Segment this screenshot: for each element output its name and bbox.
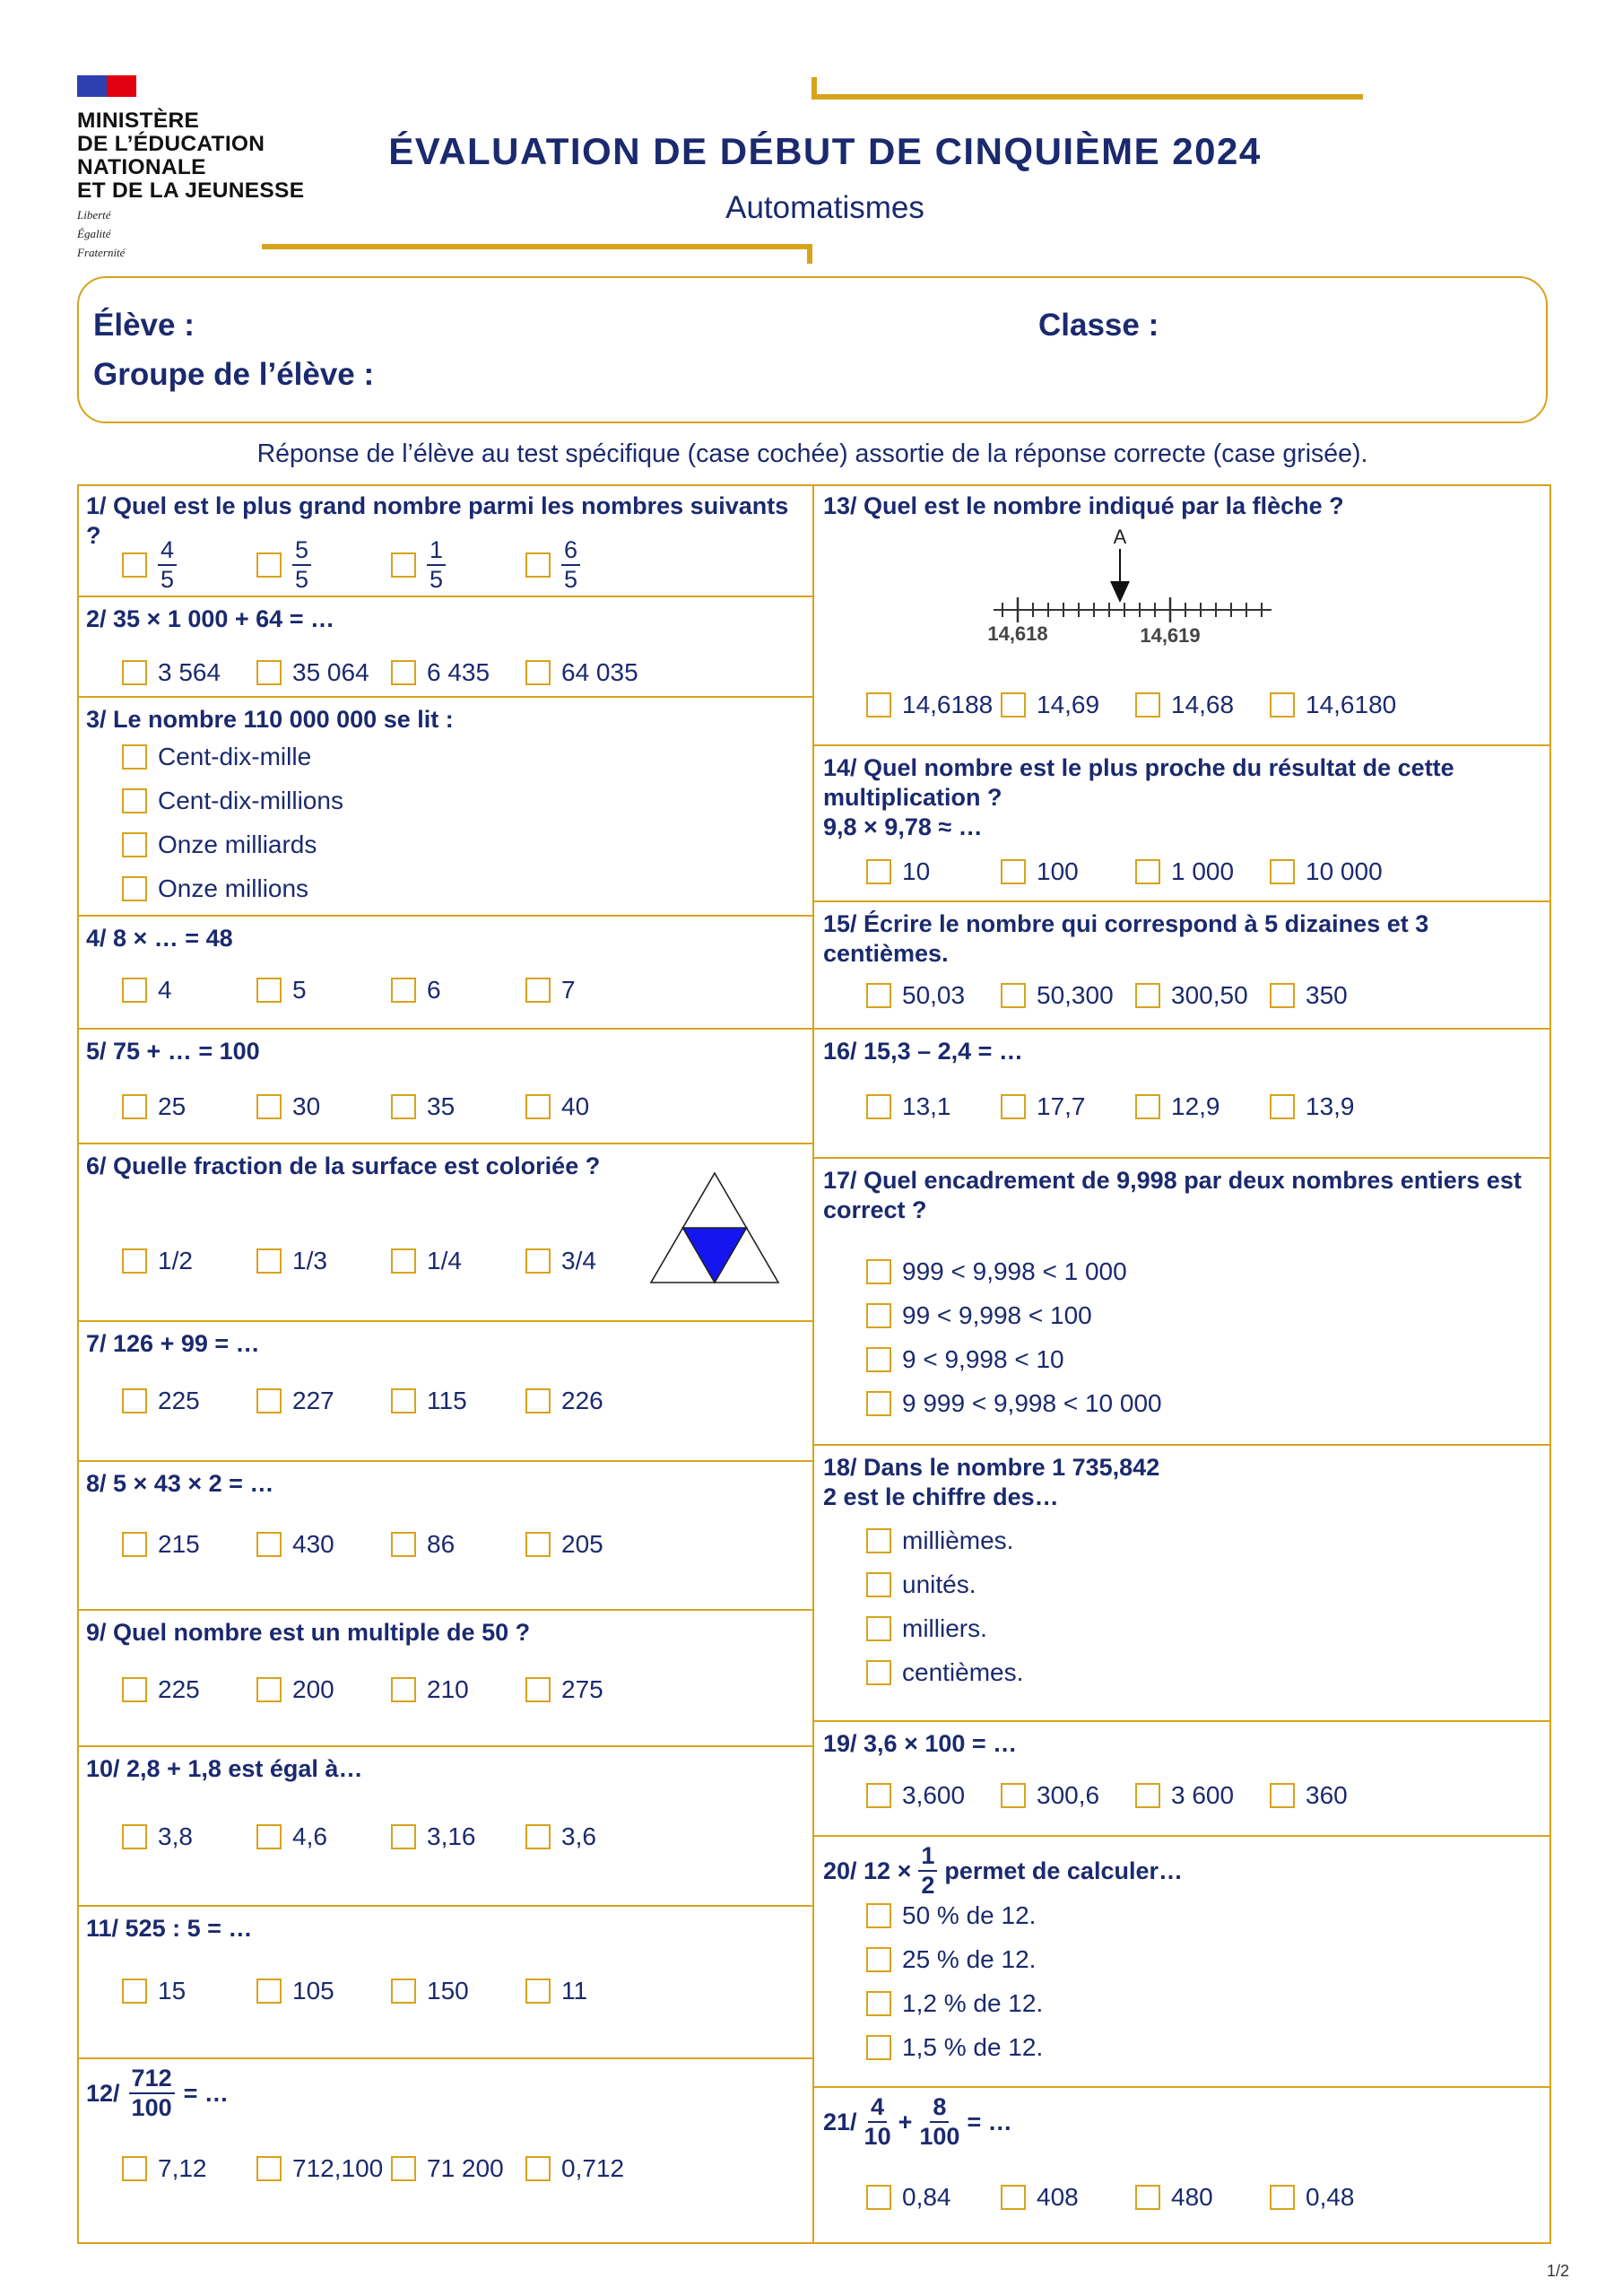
option[interactable]: 15: [122, 1977, 186, 2005]
option[interactable]: 3 564: [122, 658, 221, 687]
question-text: 8/ 5 × 43 × 2 = …: [86, 1470, 274, 1497]
answer-checkbox[interactable]: [122, 1248, 147, 1274]
question-21: [814, 2088, 1551, 2244]
answer-checkbox[interactable]: [866, 1991, 891, 2016]
answer-checkbox[interactable]: [391, 2156, 416, 2181]
answer-checkbox[interactable]: [391, 1248, 416, 1274]
question-16: [814, 1030, 1551, 1159]
option[interactable]: 3/4: [525, 1247, 596, 1275]
option[interactable]: 300,50: [1135, 981, 1248, 1010]
option[interactable]: millièmes.: [866, 1526, 1013, 1555]
number-line-figure: [976, 522, 1334, 648]
page-title: ÉVALUATION DE DÉBUT DE CINQUIÈME 2024: [388, 130, 1262, 172]
answer-checkbox[interactable]: [1001, 859, 1026, 884]
answer-checkbox[interactable]: [391, 1677, 416, 1702]
question-5: [77, 1030, 814, 1144]
answer-checkbox[interactable]: [525, 2156, 551, 2181]
option[interactable]: 12,9: [1135, 1092, 1220, 1121]
fraction: $\frac{4}{10}$: [864, 2093, 891, 2150]
fraction: $\frac{6}{5}$: [561, 538, 580, 592]
question-9: [77, 1611, 814, 1747]
option[interactable]: 1/3: [256, 1247, 327, 1275]
option[interactable]: 360: [1270, 1781, 1348, 1810]
answer-checkbox[interactable]: [525, 978, 551, 1003]
answer-checkbox[interactable]: [256, 2156, 282, 2181]
option[interactable]: 7: [525, 976, 576, 1004]
answer-checkbox[interactable]: [1270, 859, 1295, 884]
question-6: [77, 1144, 814, 1322]
answer-checkbox[interactable]: [391, 1979, 416, 2004]
option[interactable]: centièmes.: [866, 1658, 1023, 1687]
fraction: $\frac{1}{5}$: [427, 538, 446, 592]
triangle-figure: [647, 1170, 782, 1286]
answer-checkbox[interactable]: [1001, 983, 1026, 1008]
ministry-name-line: DE L’ÉDUCATION: [77, 132, 265, 156]
option[interactable]: 10: [866, 857, 930, 886]
answer-checkbox[interactable]: [525, 660, 551, 685]
fraction: $\frac{8}{100}$: [919, 2093, 960, 2150]
motto-line: Égalité: [77, 227, 111, 240]
top-gold-bar: [812, 94, 1363, 100]
answer-checkbox[interactable]: [1270, 1094, 1295, 1119]
fraction: $\frac{5}{5}$: [292, 538, 311, 592]
question-text: 6/ Quelle fraction de la surface est coloriée ?: [86, 1152, 601, 1179]
answer-checkbox[interactable]: [256, 660, 282, 685]
answer-checkbox[interactable]: [122, 552, 147, 578]
question-text: 2/ 35 × 1 000 + 64 = …: [86, 605, 334, 632]
question-text: 13/ Quel est le nombre indiqué par la flèche ?: [823, 492, 1344, 519]
answer-checkbox[interactable]: [256, 978, 282, 1003]
top-gold-bar-tick: [812, 77, 817, 100]
option[interactable]: 99 < 9,998 < 100: [866, 1301, 1092, 1330]
option[interactable]: 350: [1270, 981, 1348, 1010]
option[interactable]: 999 < 9,998 < 1 000: [866, 1257, 1127, 1286]
question-text: 12/ $\frac{712}{100}$ = …: [86, 2065, 229, 2121]
answer-checkbox[interactable]: [256, 1094, 282, 1119]
svg-text:A: A: [1113, 526, 1127, 548]
option[interactable]: Onze millions: [122, 874, 308, 903]
answer-checkbox[interactable]: [1135, 1094, 1160, 1119]
instructions-note: Réponse de l’élève au test spécifique (case cochée) assortie de la réponse correcte (case grisée).: [256, 439, 1368, 468]
fraction: $\frac{4}{5}$: [158, 538, 177, 592]
answer-checkbox[interactable]: [866, 1947, 891, 1972]
option[interactable]: milliers.: [866, 1614, 987, 1643]
question-7: [77, 1322, 814, 1462]
answer-checkbox[interactable]: [122, 2156, 147, 2181]
question-text: 9/ Quel nombre est un multiple de 50 ?: [86, 1619, 531, 1646]
answer-checkbox[interactable]: [866, 692, 891, 718]
question-20: [814, 1837, 1551, 2088]
bottom-gold-bar-tick: [807, 244, 812, 264]
option[interactable]: 50,300: [1001, 981, 1114, 1010]
question-text: 15/ Écrire le nombre qui correspond à 5 dizaines et 3 centièmes.: [823, 910, 1429, 967]
option[interactable]: 14,6188: [866, 691, 993, 719]
student-info-box: [77, 276, 1548, 423]
answer-checkbox[interactable]: [1270, 983, 1295, 1008]
question-text: 17/ Quel encadrement de 9,998 par deux nombres entiers est correct ?: [823, 1167, 1522, 1223]
question-3: [77, 698, 814, 917]
answer-checkbox[interactable]: [391, 1094, 416, 1119]
answer-checkbox[interactable]: [866, 983, 891, 1008]
ministry-logo: [77, 75, 310, 259]
option[interactable]: 13,1: [866, 1092, 951, 1121]
option[interactable]: 115: [391, 1387, 467, 1415]
answer-checkbox[interactable]: [122, 788, 147, 813]
option[interactable]: 40: [525, 1092, 589, 1121]
question-15: [814, 902, 1551, 1030]
option[interactable]: 50 % de 12.: [866, 1901, 1036, 1930]
option[interactable]: 50,03: [866, 981, 965, 1010]
answer-checkbox[interactable]: [1001, 2185, 1026, 2210]
option[interactable]: 200: [256, 1675, 334, 1704]
option[interactable]: 0,48: [1270, 2183, 1355, 2212]
option[interactable]: Onze milliards: [122, 831, 317, 859]
class-label: Classe :: [1038, 308, 1159, 343]
option[interactable]: 4,6: [256, 1822, 327, 1851]
option[interactable]: 14,69: [1001, 691, 1099, 719]
option[interactable]: 3,16: [391, 1822, 476, 1851]
fraction: $\frac{712}{100}$: [129, 2066, 175, 2120]
option[interactable]: 64 035: [525, 658, 638, 687]
answer-checkbox[interactable]: [866, 1783, 891, 1808]
answer-checkbox[interactable]: [391, 1532, 416, 1557]
question-text: 10/ 2,8 + 1,8 est égal à…: [86, 1755, 363, 1782]
fraction: $\frac{1}{2}$: [918, 1844, 937, 1898]
question-text: 3/ Le nombre 110 000 000 se lit :: [86, 706, 454, 733]
student-name-label: Élève :: [93, 308, 195, 343]
answer-checkbox[interactable]: [525, 1677, 551, 1702]
option[interactable]: 3 600: [1135, 1781, 1234, 1810]
answer-checkbox[interactable]: [1135, 859, 1160, 884]
answer-checkbox[interactable]: [256, 1388, 282, 1413]
answer-checkbox[interactable]: [1270, 1783, 1295, 1808]
option[interactable]: 3,8: [122, 1822, 193, 1851]
question-text: 4/ 8 × … = 48: [86, 925, 233, 952]
option[interactable]: 430: [256, 1530, 334, 1559]
page-number: 1/2: [1546, 2262, 1569, 2280]
option[interactable]: 35 064: [256, 658, 369, 687]
option[interactable]: 225: [122, 1387, 200, 1415]
answer-checkbox[interactable]: [866, 2185, 891, 2210]
answer-checkbox[interactable]: [866, 1303, 891, 1328]
question-text: 5/ 75 + … = 100: [86, 1038, 260, 1065]
question-text: 16/ 15,3 – 2,4 = …: [823, 1038, 1023, 1065]
option[interactable]: 215: [122, 1530, 200, 1559]
ministry-name-line: NATIONALE: [77, 155, 206, 179]
answer-checkbox[interactable]: [391, 660, 416, 685]
answer-checkbox[interactable]: [1270, 2185, 1295, 2210]
option[interactable]: [391, 538, 446, 592]
question-19: [814, 1722, 1551, 1837]
option[interactable]: 0,84: [866, 2183, 951, 2212]
option[interactable]: unités.: [866, 1570, 976, 1599]
answer-checkbox[interactable]: [866, 1903, 891, 1928]
answer-checkbox[interactable]: [122, 1094, 147, 1119]
question-text: 7/ 126 + 99 = …: [86, 1330, 260, 1357]
option[interactable]: 13,9: [1270, 1092, 1355, 1121]
answer-checkbox[interactable]: [256, 1979, 282, 2004]
svg-text:14,618: 14,618: [987, 622, 1048, 645]
option[interactable]: 408: [1001, 2183, 1079, 2212]
question-17: [814, 1159, 1551, 1446]
answer-checkbox[interactable]: [866, 859, 891, 884]
answer-checkbox[interactable]: [866, 1391, 891, 1416]
svg-text:14,619: 14,619: [1140, 624, 1201, 647]
answer-checkbox[interactable]: [1001, 1094, 1026, 1119]
student-group-label: Groupe de l’élève :: [93, 357, 375, 392]
option[interactable]: 35: [391, 1092, 455, 1121]
answer-checkbox[interactable]: [525, 1979, 551, 2004]
answer-checkbox[interactable]: [122, 876, 147, 901]
question-13: [814, 484, 1551, 746]
answer-checkbox[interactable]: [525, 552, 551, 578]
answer-checkbox[interactable]: [866, 1616, 891, 1641]
option[interactable]: 1 000: [1135, 857, 1234, 886]
option[interactable]: 227: [256, 1387, 334, 1415]
question-text: 18/ Dans le nombre 1 735,842 2 est le chiffre des…: [823, 1454, 1160, 1510]
answer-checkbox[interactable]: [525, 1388, 551, 1413]
option[interactable]: 25 % de 12.: [866, 1945, 1036, 1974]
answer-checkbox[interactable]: [1001, 1783, 1026, 1808]
option[interactable]: 480: [1135, 2183, 1213, 2212]
option[interactable]: 86: [391, 1530, 455, 1559]
answer-checkbox[interactable]: [1135, 983, 1160, 1008]
answer-checkbox[interactable]: [1270, 692, 1295, 718]
option[interactable]: 1,2 % de 12.: [866, 1989, 1043, 2018]
option[interactable]: 205: [525, 1530, 603, 1559]
answer-checkbox[interactable]: [122, 1388, 147, 1413]
ministry-name-line: ET DE LA JEUNESSE: [77, 178, 305, 203]
question-1: [77, 484, 814, 597]
option[interactable]: [256, 538, 311, 592]
option[interactable]: 7,12: [122, 2154, 207, 2183]
ministry-name-line: MINISTÈRE: [77, 109, 200, 133]
bottom-gold-bar: [262, 244, 812, 249]
answer-checkbox[interactable]: [525, 1094, 551, 1119]
option[interactable]: 14,68: [1135, 691, 1234, 719]
answer-checkbox[interactable]: [1135, 692, 1160, 718]
motto-line: Fraternité: [77, 246, 126, 259]
option[interactable]: 225: [122, 1675, 200, 1704]
option[interactable]: 1/2: [122, 1247, 193, 1275]
question-text: 11/ 525 : 5 = …: [86, 1915, 253, 1942]
answer-checkbox[interactable]: [122, 660, 147, 685]
answer-checkbox[interactable]: [122, 1979, 147, 2004]
question-10: [77, 1747, 814, 1907]
marianne-flag-icon: [77, 75, 136, 97]
answer-checkbox[interactable]: [866, 1660, 891, 1685]
option[interactable]: 100: [1001, 857, 1079, 886]
question-text: 1/ Quel est le plus grand nombre parmi les nombres suivants ?: [86, 492, 789, 549]
question-12: [77, 2059, 814, 2244]
option[interactable]: 71 200: [391, 2154, 504, 2183]
answer-checkbox[interactable]: [122, 1677, 147, 1702]
option[interactable]: 10 000: [1270, 857, 1383, 886]
answer-checkbox[interactable]: [866, 1572, 891, 1597]
page-subtitle: Automatismes: [725, 190, 924, 225]
option[interactable]: 6: [391, 976, 441, 1004]
answer-checkbox[interactable]: [122, 744, 147, 770]
option[interactable]: 11: [525, 1977, 587, 2005]
option[interactable]: 1,5 % de 12.: [866, 2033, 1043, 2062]
question-18: [814, 1446, 1551, 1722]
answer-checkbox[interactable]: [256, 1532, 282, 1557]
answer-checkbox[interactable]: [256, 552, 282, 578]
question-text: 21/ $\frac{4}{10}$ + $\frac{8}{100}$ = …: [823, 2093, 1012, 2150]
option[interactable]: 14,6180: [1270, 691, 1396, 719]
answer-checkbox[interactable]: [391, 1824, 416, 1849]
answer-checkbox[interactable]: [391, 1388, 416, 1413]
answer-checkbox[interactable]: [1001, 692, 1026, 718]
question-14: [814, 746, 1551, 902]
option[interactable]: 275: [525, 1675, 603, 1704]
question-8: [77, 1462, 814, 1611]
option[interactable]: 300,6: [1001, 1781, 1099, 1810]
answer-checkbox[interactable]: [122, 1532, 147, 1557]
option[interactable]: Cent-dix-mille: [122, 743, 311, 771]
answer-checkbox[interactable]: [256, 1824, 282, 1849]
option[interactable]: 226: [525, 1387, 603, 1415]
option[interactable]: [122, 538, 177, 592]
answer-checkbox[interactable]: [525, 1532, 551, 1557]
answer-checkbox[interactable]: [866, 1094, 891, 1119]
question-text: 20/ 12 × $\frac{1}{2}$ permet de calculer…: [823, 1842, 1183, 1899]
option[interactable]: 25: [122, 1092, 186, 1121]
option[interactable]: 210: [391, 1675, 469, 1704]
option[interactable]: 0,712: [525, 2154, 624, 2183]
answer-checkbox[interactable]: [391, 978, 416, 1003]
answer-checkbox[interactable]: [866, 2035, 891, 2060]
option[interactable]: 9 999 < 9,998 < 10 000: [866, 1389, 1162, 1418]
option[interactable]: 105: [256, 1977, 334, 2005]
option[interactable]: 17,7: [1001, 1092, 1086, 1121]
answer-checkbox[interactable]: [122, 1824, 147, 1849]
question-2: [77, 597, 814, 698]
answer-checkbox[interactable]: [525, 1248, 551, 1274]
option[interactable]: 3,600: [866, 1781, 965, 1810]
option[interactable]: 4: [122, 976, 172, 1004]
answer-checkbox[interactable]: [866, 1259, 891, 1284]
option[interactable]: [525, 538, 580, 592]
answer-checkbox[interactable]: [866, 1347, 891, 1372]
option[interactable]: 30: [256, 1092, 320, 1121]
option[interactable]: Cent-dix-millions: [122, 787, 343, 815]
question-4: [77, 917, 814, 1030]
answer-checkbox[interactable]: [122, 978, 147, 1003]
question-text: 14/ Quel nombre est le plus proche du résultat de cette multiplication ? 9,8 × 9,78 ≈ …: [823, 754, 1454, 840]
answer-checkbox[interactable]: [1135, 2185, 1160, 2210]
question-11: [77, 1907, 814, 2059]
option[interactable]: 712,100: [256, 2154, 383, 2183]
answer-checkbox[interactable]: [256, 1677, 282, 1702]
option[interactable]: 3,6: [525, 1822, 596, 1851]
answer-checkbox[interactable]: [122, 832, 147, 857]
answer-checkbox[interactable]: [525, 1824, 551, 1849]
answer-checkbox[interactable]: [391, 552, 416, 578]
option[interactable]: 5: [256, 976, 307, 1004]
motto-line: Liberté: [77, 208, 111, 222]
question-text: 19/ 3,6 × 100 = …: [823, 1730, 1018, 1757]
answer-checkbox[interactable]: [1135, 1783, 1160, 1808]
answer-checkbox[interactable]: [866, 1528, 891, 1553]
option[interactable]: 6 435: [391, 658, 490, 687]
answer-checkbox[interactable]: [256, 1248, 282, 1274]
option[interactable]: 1/4: [391, 1247, 462, 1275]
option[interactable]: 150: [391, 1977, 469, 2005]
option[interactable]: 9 < 9,998 < 10: [866, 1345, 1064, 1374]
